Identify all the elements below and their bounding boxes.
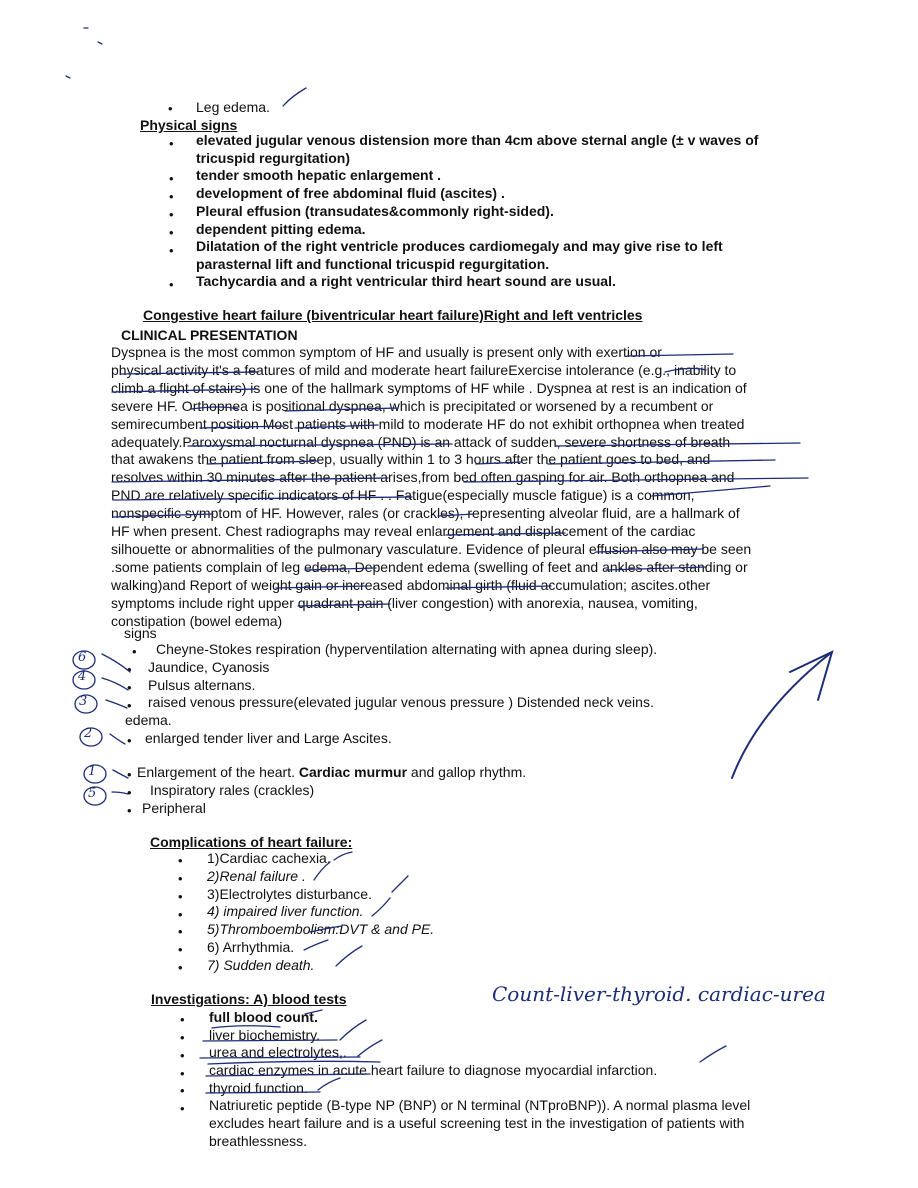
paragraph-line: Dyspnea is the most common symptom of HF and usually is present only with exertion or — [111, 344, 662, 360]
bullet: • — [169, 225, 174, 240]
pointer-stroke — [106, 700, 127, 708]
investigation-item: cardiac enzymes in acute heart failure to diagnose myocardial infarction. — [209, 1062, 658, 1078]
clinical-presentation-heading: CLINICAL PRESENTATION — [121, 327, 298, 343]
tick-mark — [700, 1046, 726, 1062]
handwritten-note: Count-liver-thyroid. cardiac-urea — [492, 982, 826, 1006]
paragraph-line: walking)and Report of weight gain or increased abdominal girth (fluid accumulation; ascites.other — [111, 576, 711, 593]
congestive-heading: Congestive heart failure (biventricular heart failure)Right and left ventricles — [143, 307, 643, 323]
bullet: • — [180, 1030, 185, 1045]
paragraph-line: silhouette or abnormalities of the pulmonary vasculature. Evidence of pleural effusion also may be seen — [111, 540, 752, 557]
complication-item: 7) Sudden death. — [207, 957, 315, 973]
sign-item: Jaundice, Cyanosis — [148, 659, 270, 675]
physical-sign-item: tricuspid regurgitation) — [196, 150, 350, 166]
tick-mark — [283, 88, 306, 106]
bullet: • — [178, 871, 183, 886]
complication-item: 1)Cardiac cachexia. — [207, 850, 331, 866]
leg-edema-item: Leg edema. — [196, 99, 270, 115]
bullet: • — [169, 189, 174, 204]
physical-sign-item: Pleural effusion (transudates&commonly right-sided). — [196, 203, 554, 219]
complication-item: 4) impaired liver function. — [207, 903, 364, 919]
physical-sign-item: Tachycardia and a right ventricular third heart sound are usual. — [196, 273, 616, 289]
tick-mark — [334, 852, 352, 860]
paragraph-line: PND are relatively specific indicators of HF . . Fatigue(especially muscle fatigue) is a common, — [111, 487, 695, 504]
tick-mark — [336, 946, 362, 966]
paragraph-line: constipation (bowel edema) — [111, 612, 283, 629]
pointer-stroke — [113, 770, 128, 778]
paragraph-line: symptoms include right upper quadrant pain (liver congestion) with anorexia, nausea, vomiting, — [111, 594, 698, 611]
bullet: • — [127, 733, 132, 748]
sign-item: raised venous pressure(elevated jugular venous pressure ) Distended neck veins. — [148, 694, 654, 710]
bullet: • — [169, 277, 174, 292]
bullet: • — [178, 907, 183, 922]
bullet: • — [127, 785, 132, 800]
pointer-stroke — [102, 678, 128, 690]
paragraph-line: nonspecific symptom of HF. However, rales (or crackles), representing alveolar fluid, are a hallmark of — [111, 505, 740, 522]
handwritten-circle-number: 4 — [78, 669, 87, 684]
pointer-stroke — [102, 654, 130, 672]
sign-item: enlarged tender liver and Large Ascites. — [145, 730, 392, 746]
handwritten-circle-number: 2 — [84, 726, 93, 741]
physical-sign-item: dependent pitting edema. — [196, 221, 366, 237]
investigation-item: urea and electrolytes,. — [209, 1044, 347, 1060]
physical-sign-item: parasternal lift and functional tricuspid regurgitation. — [196, 256, 550, 272]
complications-heading: Complications of heart failure: — [150, 834, 353, 850]
sign-text: and gallop rhythm. — [407, 764, 527, 780]
stray-mark — [66, 76, 70, 78]
bullet: • — [169, 207, 174, 222]
bullet: • — [127, 767, 132, 782]
investigation-item: thyroid function. — [209, 1080, 308, 1096]
bullet: • — [127, 662, 132, 677]
sign-text: Enlargement of the heart. — [137, 764, 295, 780]
pointer-stroke — [112, 792, 128, 794]
sign-text-bold: Cardiac murmur — [298, 764, 408, 780]
sign-item: Peripheral — [142, 800, 206, 816]
arrow-shaft — [732, 652, 832, 778]
bullet: • — [180, 1012, 185, 1027]
complication-item: 3)Electrolytes disturbance. — [207, 886, 372, 902]
bullet: • — [180, 1066, 185, 1081]
bullet: • — [127, 803, 132, 818]
paragraph-line: HF when present. Chest radiographs may reveal enlargement and displacement of the cardiac — [111, 523, 696, 540]
paragraph-line: adequately.Paroxysmal nocturnal dyspnea (PND) is an attack of sudden, severe shortness of breath — [111, 433, 731, 450]
physical-sign-item: elevated jugular venous distension more than 4cm above sternal angle (± v waves of — [196, 132, 759, 148]
tick-mark — [392, 876, 408, 892]
bullet: • — [180, 1101, 185, 1116]
investigation-item: breathlessness. — [209, 1133, 308, 1149]
bullet: • — [169, 136, 174, 151]
sign-item: Pulsus alternans. — [148, 677, 256, 693]
tick-mark — [358, 1040, 382, 1056]
sign-item: Inspiratory rales (crackles) — [150, 782, 315, 798]
paragraph-line: that awakens the patient from sleep, usually within 1 to 3 hours after the patient goes to bed, and — [111, 451, 711, 468]
investigation-item: full blood count. — [209, 1009, 318, 1025]
handwritten-circle-number: 5 — [88, 786, 97, 801]
handwritten-circle-number: 1 — [88, 764, 97, 779]
signs-label: signs — [124, 625, 157, 641]
bullet: • — [127, 680, 132, 695]
paragraph-line: resolves within 30 minutes after the patient arises,from bed often gasping for air. Both orthopnea and — [111, 469, 735, 486]
physical-signs-heading: Physical signs — [140, 117, 238, 133]
tick-mark — [318, 1078, 340, 1090]
arrow-head — [790, 652, 832, 700]
physical-sign-item: Dilatation of the right ventricle produces cardiomegaly and may give rise to left — [196, 238, 723, 254]
paragraph-line: climb a flight of stairs) is one of the hallmark symptoms of HF while . Dyspnea at rest is an indication of — [111, 379, 747, 396]
handwritten-circle-number: 3 — [79, 694, 88, 709]
bullet: • — [178, 889, 183, 904]
bullet: • — [169, 243, 174, 258]
bullet: • — [178, 942, 183, 957]
physical-sign-item: development of free abdominal fluid (ascites) . — [196, 185, 505, 201]
sign-item: edema. — [125, 712, 172, 728]
bullet: • — [180, 1083, 185, 1098]
paragraph-line: severe HF. Orthopnea is positional dyspnea, which is precipitated or worsened by a recumbent or — [111, 397, 714, 414]
tick-mark — [340, 1020, 366, 1040]
bullet: • — [178, 960, 183, 975]
paragraph-line: physical activity it's a features of mild and moderate heart failureExercise intolerance (e.g., inability to — [111, 361, 737, 378]
investigation-item: Natriuretic peptide (B-type NP (BNP) or N terminal (NTproBNP)). A normal plasma level — [209, 1097, 751, 1113]
bullet: • — [168, 101, 173, 116]
sign-item: Cheyne-Stokes respiration (hyperventilation alternating with apnea during sleep). — [156, 641, 658, 657]
stray-mark — [98, 42, 102, 44]
bullet: • — [169, 171, 174, 186]
bullet: • — [127, 698, 132, 713]
tick-mark — [304, 940, 328, 950]
pointer-stroke — [110, 734, 125, 744]
bullet: • — [180, 1048, 185, 1063]
sign-item — [137, 764, 526, 780]
clinical-presentation-paragraph — [111, 344, 831, 631]
complication-item: 2)Renal failure . — [207, 868, 306, 884]
investigations-heading: Investigations: A) blood tests — [151, 991, 347, 1007]
paragraph-line: .some patients complain of leg edema, Dependent edema (swelling of feet and ankles after standing or — [111, 558, 748, 575]
investigation-item: excludes heart failure and is a useful screening test in the investigation of patients with — [209, 1115, 745, 1131]
bullet: • — [178, 853, 183, 868]
handwritten-circle-number: 6 — [78, 650, 87, 665]
tick-mark — [372, 898, 390, 916]
paragraph-line: semirecumbent position Most patients with mild to moderate HF do not exhibit orthopnea when treated — [111, 415, 745, 432]
bullet: • — [178, 924, 183, 939]
bullet: • — [132, 644, 137, 659]
complication-item: 6) Arrhythmia. — [207, 939, 295, 955]
complication-item: 5)Thromboembolism:DVT & and PE. — [207, 921, 435, 937]
physical-sign-item: tender smooth hepatic enlargement . — [196, 167, 442, 183]
investigation-item: liver biochemistry. — [209, 1027, 320, 1043]
